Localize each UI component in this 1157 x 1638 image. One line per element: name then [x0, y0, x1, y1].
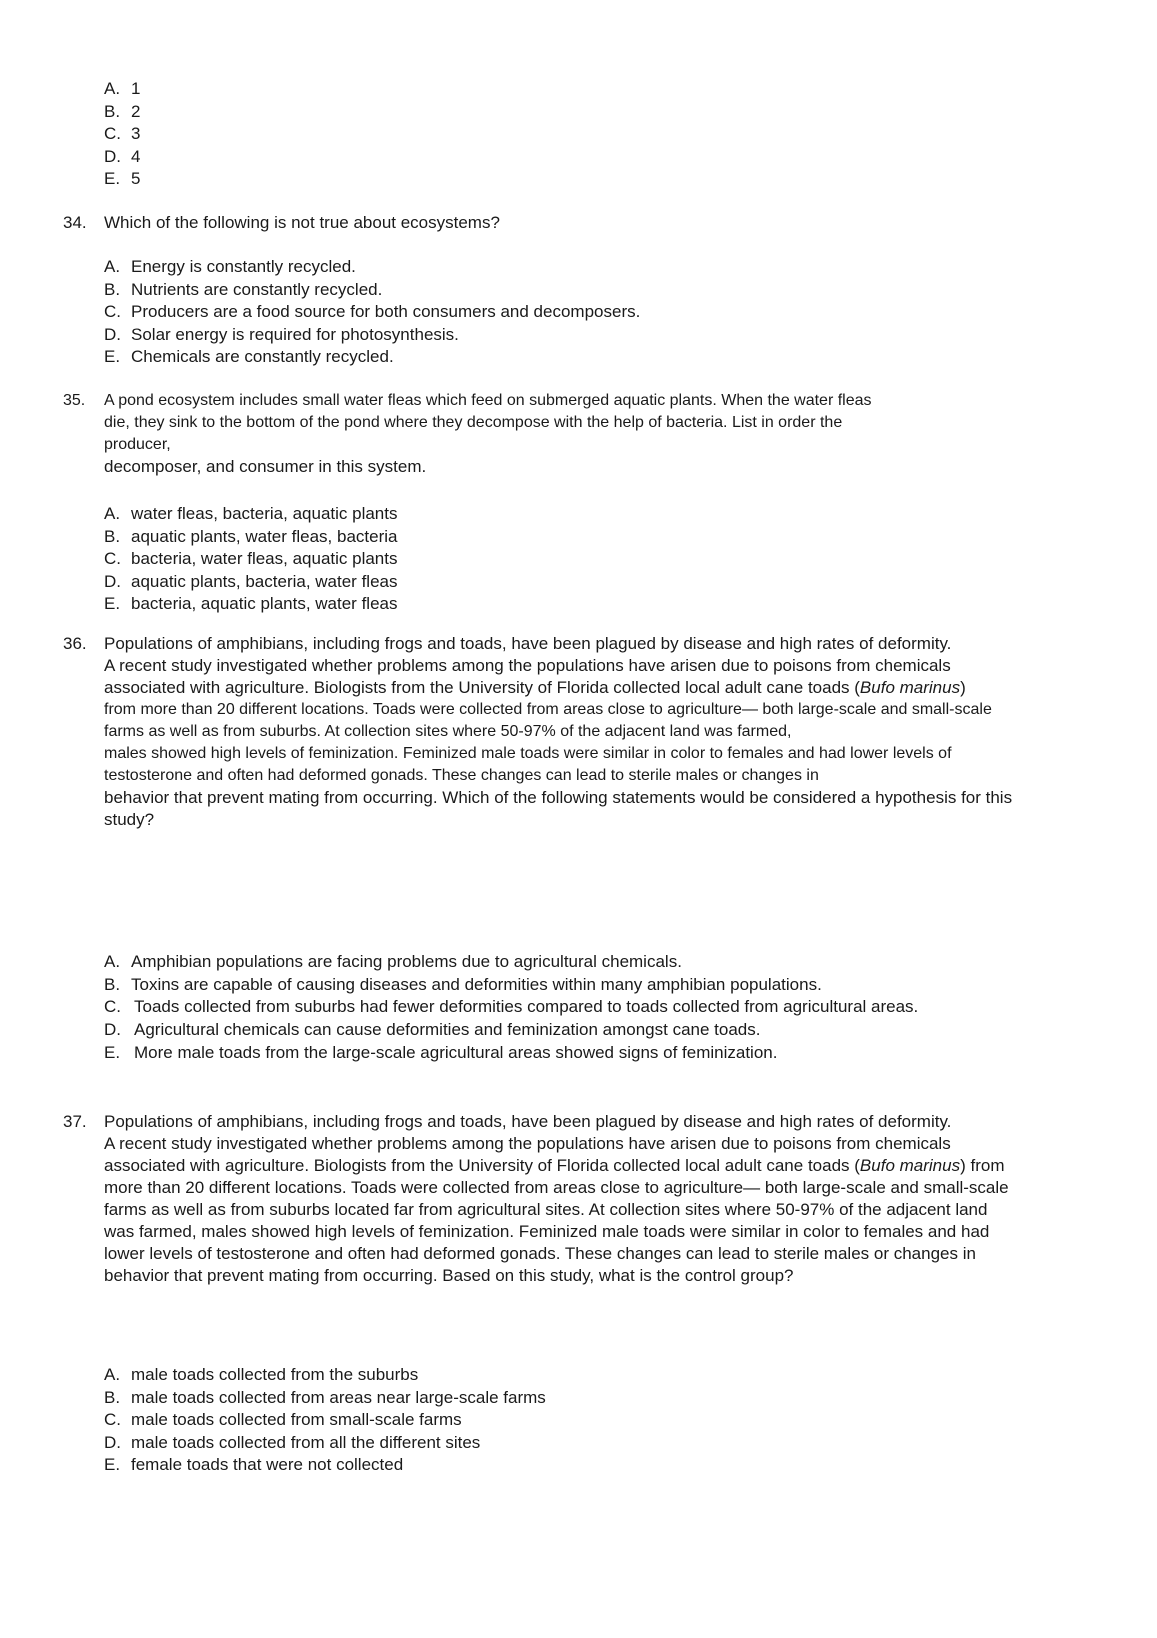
option-d: [104, 324, 640, 347]
option-b: [104, 526, 397, 549]
question-35-options: [104, 503, 397, 616]
option-letter: B.: [104, 279, 121, 299]
stem-line: die, they sink to the bottom of the pond where they decompose with the help of bacteria. List in order the: [104, 414, 843, 431]
option-text: Energy is constantly recycled.: [131, 257, 356, 276]
option-letter: E.: [104, 1455, 121, 1474]
stem-text: ) from more than 20 different locations. Toads were collected from areas close to agriculture— both large-scale and small-scale farms as well as from suburbs located far from agricultural sites. At collection sites where 50-97% of the adjacent land was farmed, males showed high levels of feminization. Feminized male toads were similar in color to females and had lower levels of testosterone and often had deformed gonads. These changes can lead to sterile males or changes in behavior that prevent mating from occurring. Based on this study, what is the control group?: [104, 1156, 1009, 1285]
option-letter: D.: [104, 1020, 121, 1039]
option-letter: A.: [104, 79, 121, 98]
option-letter: E.: [104, 594, 121, 613]
question-34: [63, 212, 1073, 234]
stem-text: A recent study investigated whether problems among the populations have arisen due to poisons from chemicals associated with agriculture. Biologists from the University of Florida collected local adult cane toads (: [104, 656, 951, 697]
question-stem: [104, 212, 1073, 234]
option-a: [104, 503, 397, 526]
option-text: bacteria, aquatic plants, water fleas: [131, 594, 398, 613]
option-letter: D.: [104, 571, 121, 591]
stem-text: Which of the following is not true about ecosystems?: [104, 213, 500, 232]
option-c: [104, 996, 984, 1018]
option-letter: A.: [104, 504, 121, 523]
question-number: 37.: [63, 1112, 87, 1131]
option-a: [104, 1364, 546, 1387]
option-letter: C.: [104, 997, 121, 1016]
option-text: Toxins are capable of causing diseases and deformities within many amphibian populations.: [131, 974, 822, 994]
option-letter: B.: [104, 526, 121, 546]
stem-paragraph: [104, 1133, 1013, 1287]
prev-question-options: [104, 78, 140, 191]
stem-paragraph: Populations of amphibians, including frogs and toads, have been plagued by disease and high rates of deformity.: [104, 634, 952, 653]
option-d: [104, 571, 397, 594]
option-b: [104, 279, 640, 302]
option-letter: E.: [104, 1042, 121, 1062]
option-e: [104, 593, 397, 616]
option-text: Toads collected from suburbs had fewer deformities compared to toads collected from agricultural areas.: [134, 997, 919, 1016]
question-stem: [104, 633, 1013, 831]
question-stem: [104, 390, 1073, 478]
option-text: 4: [131, 146, 141, 166]
question-number: 35.: [63, 392, 86, 409]
option-d: [104, 146, 140, 169]
option-b: [104, 101, 140, 124]
option-letter: B.: [104, 974, 121, 994]
stem-paragraph: behavior that prevent mating from occurring. Which of the following statements would be considered a hypothesis for this study?: [104, 788, 1013, 829]
option-letter: A.: [104, 1365, 121, 1384]
option-text: water fleas, bacteria, aquatic plants: [131, 504, 398, 523]
stem-paragraph: males showed high levels of feminization. Feminized male toads were similar in color to females and had lower levels of testosterone and often had deformed gonads. These changes can lead to sterile males or changes in: [104, 745, 952, 784]
option-e: [104, 168, 140, 191]
option-c: [104, 548, 397, 571]
question-stem: [104, 1111, 1013, 1287]
option-b: [104, 1387, 546, 1410]
option-letter: B.: [104, 1387, 121, 1407]
option-letter: A.: [104, 257, 121, 276]
question-36-options: [104, 951, 984, 1064]
option-e: [104, 1454, 546, 1477]
species-name: Bufo marinus: [859, 678, 961, 697]
option-letter: D.: [104, 324, 121, 344]
option-e: [104, 1042, 984, 1065]
option-text: female toads that were not collected: [131, 1455, 404, 1474]
stem-paragraph: Populations of amphibians, including frogs and toads, have been plagued by disease and high rates of deformity.: [104, 1112, 952, 1131]
option-e: [104, 346, 640, 369]
option-letter: C.: [104, 1410, 121, 1429]
option-a: [104, 951, 984, 974]
option-text: aquatic plants, bacteria, water fleas: [131, 571, 398, 591]
option-letter: D.: [104, 1432, 121, 1452]
option-text: 5: [131, 169, 141, 188]
option-text: 2: [131, 101, 141, 121]
option-text: Nutrients are constantly recycled.: [131, 279, 383, 299]
option-text: male toads collected from all the different sites: [131, 1432, 481, 1452]
option-c: [104, 1409, 546, 1432]
stem-line: producer,: [104, 436, 171, 453]
option-text: Chemicals are constantly recycled.: [131, 347, 394, 366]
option-text: Amphibian populations are facing problems due to agricultural chemicals.: [131, 952, 682, 971]
option-text: male toads collected from the suburbs: [131, 1365, 419, 1384]
option-a: [104, 78, 140, 101]
question-number: 36.: [63, 634, 87, 653]
option-letter: D.: [104, 146, 121, 166]
option-text: Agricultural chemicals can cause deformities and feminization amongst cane toads.: [134, 1020, 761, 1039]
question-35: [63, 390, 1073, 478]
option-text: More male toads from the large-scale agricultural areas showed signs of feminization.: [134, 1042, 778, 1062]
question-36: [63, 633, 1013, 831]
question-number: 34.: [63, 213, 87, 232]
option-text: 3: [131, 124, 141, 143]
option-letter: C.: [104, 302, 121, 321]
option-text: Solar energy is required for photosynthesis.: [131, 324, 459, 344]
option-text: Producers are a food source for both consumers and decomposers.: [131, 302, 641, 321]
option-letter: C.: [104, 549, 121, 568]
stem-line: decomposer, and consumer in this system.: [104, 457, 427, 476]
species-name: Bufo marinus: [859, 1156, 961, 1175]
option-letter: E.: [104, 347, 121, 366]
option-c: [104, 301, 640, 324]
option-d: [104, 1432, 546, 1455]
stem-line: A pond ecosystem includes small water fleas which feed on submerged aquatic plants. When the water fleas: [104, 392, 872, 409]
option-letter: C.: [104, 124, 121, 143]
option-c: [104, 123, 140, 146]
option-text: male toads collected from areas near large-scale farms: [131, 1387, 546, 1407]
stem-paragraph: from more than 20 different locations. Toads were collected from areas close to agriculture— both large-scale and small-scale farms as well as from suburbs. At collection sites where 50-97% of the adjacent land was farmed,: [104, 701, 992, 740]
option-letter: B.: [104, 101, 121, 121]
question-34-options: [104, 256, 640, 369]
question-37: [63, 1111, 1013, 1287]
option-text: aquatic plants, water fleas, bacteria: [131, 526, 398, 546]
option-letter: A.: [104, 952, 121, 971]
option-text: 1: [131, 79, 141, 98]
option-a: [104, 256, 640, 279]
option-text: bacteria, water fleas, aquatic plants: [131, 549, 398, 568]
question-37-options: [104, 1364, 546, 1477]
stem-text: ): [960, 678, 966, 697]
stem-text: A recent study investigated whether problems among the populations have arisen due to poisons from chemicals associated with agriculture. Biologists from the University of Florida collected local adult cane toads (: [104, 1134, 951, 1175]
option-b: [104, 974, 984, 997]
option-letter: E.: [104, 169, 121, 188]
stem-paragraph: [104, 655, 1013, 699]
option-d: [104, 1019, 984, 1042]
option-text: male toads collected from small-scale farms: [131, 1410, 462, 1429]
